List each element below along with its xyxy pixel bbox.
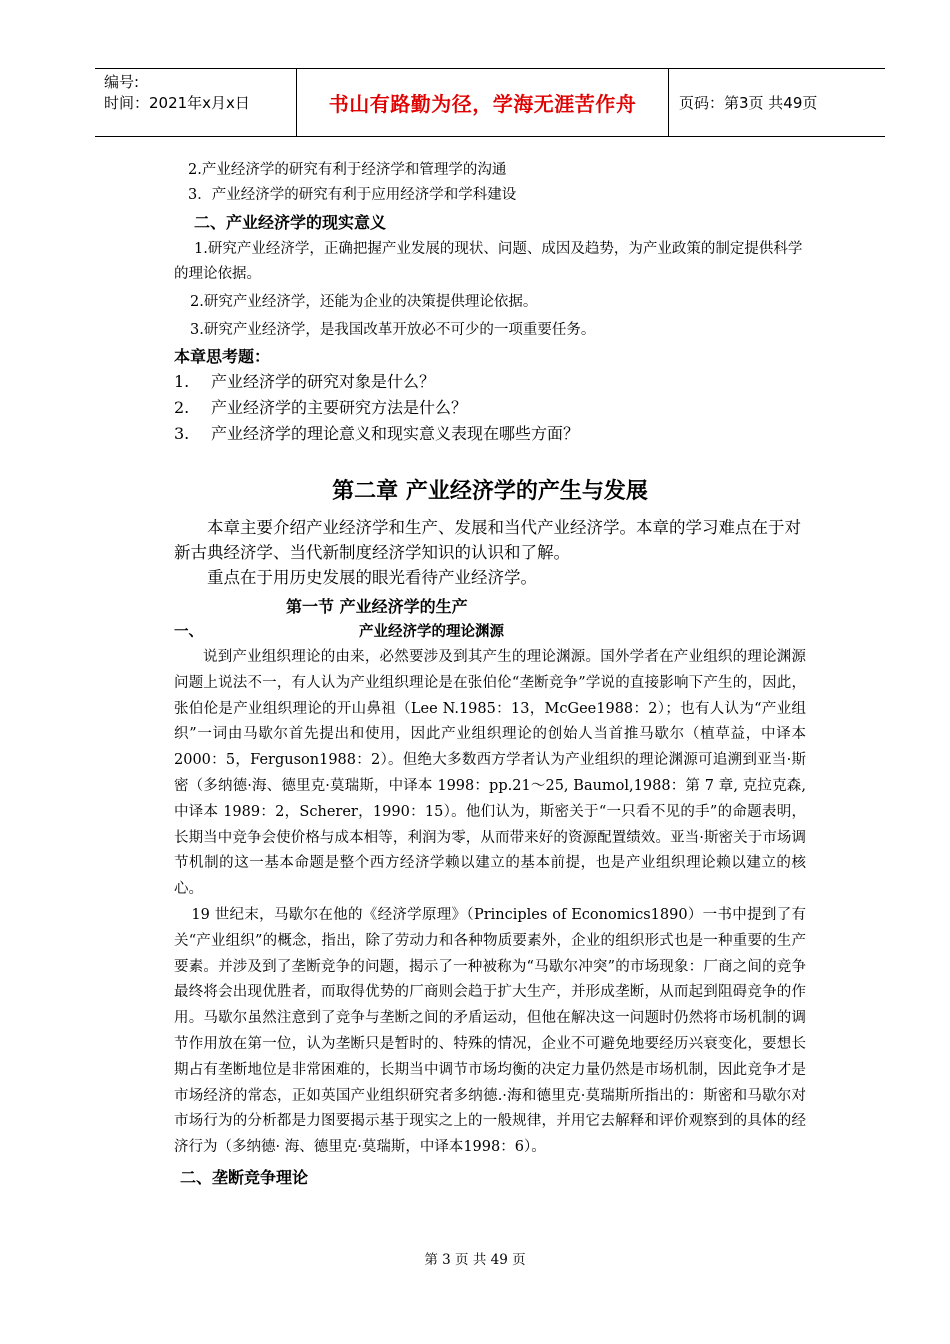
body-paragraph: 19 世纪末，马歇尔在他的《经济学原理》（Principles of Economics1890）一书中提到了有关“产业组织”的概念，指出，除了劳动力和各种物质要素外，企业的组织形式也是一种重要的生产要素。并涉及到了垄断竞争的问题，揭示了一种被称为“马歇尔冲突”的市场现象：厂商之间的竞争最终将会出现优胜者，而取得优势的厂商则会趋于扩大生产，并形成垄断，从而起到阻碍竞争的作用。马歇尔虽然注意到了竞争与垄断之间的矛盾运动，但他在解决这一问题时仍然将市场机制的调节作用放在第一位，认为垄断只是暂时的、特殊的情况，企业不可避免地要经历兴衰变化，要想长期占有垄断地位是非常困难的，长期当中调节市场均衡的决定力量仍然是市场机制，因此竞争才是市场经济的常态，正如英国产业组织研究者多纳德.·海和德里克·莫瑞斯所指出的：斯密和马歇尔对市场行为的分析都是力图要揭示基于现实之上的一般规律，并用它去解释和评价观察到的具体的经济行为（多纳德· 海、德里克·莫瑞斯，中译本1998：6）。 [174, 906, 806, 1156]
chapter-focus: 重点在于用历史发展的眼光看待产业经济学。 [207, 568, 537, 587]
subsection-heading [174, 620, 806, 644]
intro-item: 2.产业经济学的研究有利于经济学和管理学的沟通 [188, 162, 507, 178]
header-motto: 书山有路勤为径，学海无涯苦作舟 [296, 69, 669, 136]
page-header [95, 68, 885, 137]
question-number: 2. [174, 398, 190, 417]
section-item: 1.研究产业经济学，正确把握产业发展的现状、问题、成因及趋势，为产业政策的制定提供科学的理论依据。 [174, 241, 803, 282]
document-time-label: 时间：2021年x月x日 [104, 94, 250, 112]
questions-heading: 本章思考题： [174, 347, 271, 366]
question-item [174, 369, 806, 395]
page-footer: 第 3 页 共 49 页 [424, 1252, 526, 1268]
question-text: 产业经济学的理论意义和现实意义表现在哪些方面？ [211, 424, 580, 443]
header-meta [95, 69, 296, 136]
question-item [174, 421, 806, 447]
subsection-title: 产业经济学的理论渊源 [359, 624, 504, 640]
intro-item: 3．产业经济学的研究有利于应用经济学和学科建设 [188, 187, 517, 203]
question-text: 产业经济学的主要研究方法是什么？ [211, 398, 468, 417]
question-item [174, 395, 806, 421]
section1-title: 第一节 产业经济学的生产 [286, 597, 468, 616]
section-item: 3.研究产业经济学，是我国改革开放必不可少的一项重要任务。 [190, 322, 596, 338]
header-page-label: 页码：第3页 共49页 [679, 94, 818, 112]
question-text: 产业经济学的研究对象是什么？ [211, 372, 436, 391]
chapter-intro: 本章主要介绍产业经济学和生产、发展和当代产业经济学。本章的学习难点在于对新古典经济学、当代新制度经济学知识的认识和了解。 [174, 518, 801, 562]
section-heading: 二、垄断竞争理论 [180, 1167, 309, 1187]
document-number-label: 编号: [104, 73, 140, 91]
subsection-number: 一、 [174, 624, 203, 640]
question-number: 1. [174, 372, 190, 391]
question-number: 3. [174, 424, 190, 443]
chapter-title: 第二章 产业经济学的产生与发展 [332, 479, 648, 504]
section-item: 2.研究产业经济学，还能为企业的决策提供理论依据。 [190, 294, 538, 310]
body-paragraph: 说到产业组织理论的由来，必然要涉及到其产生的理论渊源。国外学者在产业组织的理论渊源问题上说法不一，有人认为产业组织理论是在张伯伦“垄断竞争”学说的直接影响下产生的，因此，张伯伦是产业组织理论的开山鼻祖（Lee N.1985：13，McGee1988：2）；也有人认为“产业组织”一词由马歇尔首先提出和使用，因此产业组织理论的创始人当首推马歇尔（植草益，中译本 2000：5，Ferguson1988：2）。但绝大多数西方学者认为产业组织的理论渊源可追溯到亚当·斯密（多纳德·海、德里克·莫瑞斯，中译本 1998：pp.21～25, Baumol,1988：第 7 章, 克拉克森,中译本 1989：2，Scherer，1990：15）。他们认为，斯密关于“一只看不见的手”的命题表明，长期当中竞争会使价格与成本相等，利润为零，从而带来好的资源配置绩效。亚当·斯密关于市场调节机制的这一基本命题是整个西方经济学赖以建立的基本前提，也是产业组织理论赖以建立的核心。 [174, 649, 806, 898]
section-heading: 二、产业经济学的现实意义 [194, 213, 387, 232]
page-content [174, 158, 806, 1190]
